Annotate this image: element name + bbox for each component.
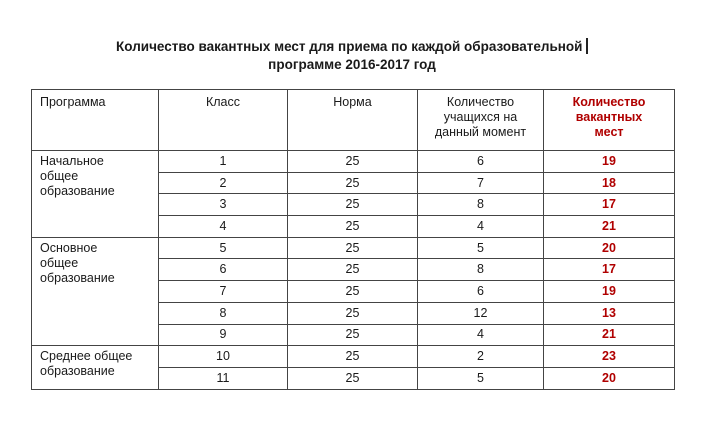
header-students-line: Количество: [446, 95, 515, 109]
students-cell: 5: [418, 237, 544, 259]
vacant-cell: 19: [544, 281, 675, 303]
grade-cell: 10: [159, 346, 288, 368]
header-grade: Класс: [159, 90, 288, 151]
grade-cell: 2: [159, 172, 288, 194]
norm-cell: 25: [288, 281, 418, 303]
norm-cell: 25: [288, 346, 418, 368]
table-row: [32, 237, 675, 259]
norm-cell: 25: [288, 259, 418, 281]
norm-cell: 25: [288, 324, 418, 346]
header-program: Программа: [32, 90, 159, 151]
program-name-line: общее: [40, 169, 79, 183]
text-cursor: [586, 38, 588, 54]
vacant-cell: 21: [544, 216, 675, 238]
grade-cell: 7: [159, 281, 288, 303]
title-line-2: программе 2016-2017 год: [268, 57, 436, 72]
norm-cell: 25: [288, 302, 418, 324]
norm-cell: 25: [288, 194, 418, 216]
grade-cell: 11: [159, 367, 288, 389]
students-cell: 4: [418, 324, 544, 346]
header-vacant-line: Количество: [572, 95, 646, 109]
vacant-cell: 13: [544, 302, 675, 324]
program-name-line: общее: [40, 255, 79, 270]
table-row: [32, 346, 675, 368]
vacant-cell: 20: [544, 367, 675, 389]
table-body: [32, 151, 675, 390]
table-header-row: [32, 90, 675, 151]
header-norm: Норма: [288, 90, 418, 151]
program-name-line: Среднее общее: [40, 349, 133, 364]
vacant-cell: 17: [544, 194, 675, 216]
grade-cell: 3: [159, 194, 288, 216]
header-students-line: данный момент: [434, 125, 527, 139]
norm-cell: 25: [288, 151, 418, 173]
students-cell: 7: [418, 172, 544, 194]
header-vacant-line: мест: [594, 125, 624, 139]
vacant-cell: 20: [544, 237, 675, 259]
program-name-line: Основное: [40, 240, 98, 255]
vacant-cell: 21: [544, 324, 675, 346]
grade-cell: 5: [159, 237, 288, 259]
program-name-line: Начальное: [40, 154, 104, 168]
vacant-cell: 23: [544, 346, 675, 368]
norm-cell: 25: [288, 216, 418, 238]
norm-cell: 25: [288, 237, 418, 259]
students-cell: 6: [418, 151, 544, 173]
program-name-line: образование: [40, 184, 115, 198]
title-line-1: [0, 38, 704, 56]
grade-cell: 8: [159, 302, 288, 324]
vacant-cell: 17: [544, 259, 675, 281]
vacant-cell: 19: [544, 151, 675, 173]
header-students: [418, 90, 544, 151]
table-row: [32, 151, 675, 173]
grade-cell: 6: [159, 259, 288, 281]
program-cell: [32, 346, 159, 389]
grade-cell: 1: [159, 151, 288, 173]
program-name-line: образование: [40, 270, 115, 285]
students-cell: 12: [418, 302, 544, 324]
students-cell: 2: [418, 346, 544, 368]
students-cell: 4: [418, 216, 544, 238]
document-title: [0, 38, 704, 74]
program-cell: [32, 151, 159, 238]
program-cell: [32, 237, 159, 345]
norm-cell: 25: [288, 367, 418, 389]
grade-cell: 4: [159, 216, 288, 238]
norm-cell: 25: [288, 172, 418, 194]
students-cell: 6: [418, 281, 544, 303]
students-cell: 5: [418, 367, 544, 389]
header-vacant: [544, 90, 675, 151]
vacancies-table: [31, 89, 675, 390]
header-students-line: учащихся на: [443, 110, 518, 124]
grade-cell: 9: [159, 324, 288, 346]
vacant-cell: 18: [544, 172, 675, 194]
students-cell: 8: [418, 194, 544, 216]
title-line-1-text: Количество вакантных мест для приема по каждой образовательной: [116, 39, 583, 54]
program-name-line: образование: [40, 364, 115, 379]
students-cell: 8: [418, 259, 544, 281]
header-vacant-line: вакантных: [575, 110, 643, 124]
